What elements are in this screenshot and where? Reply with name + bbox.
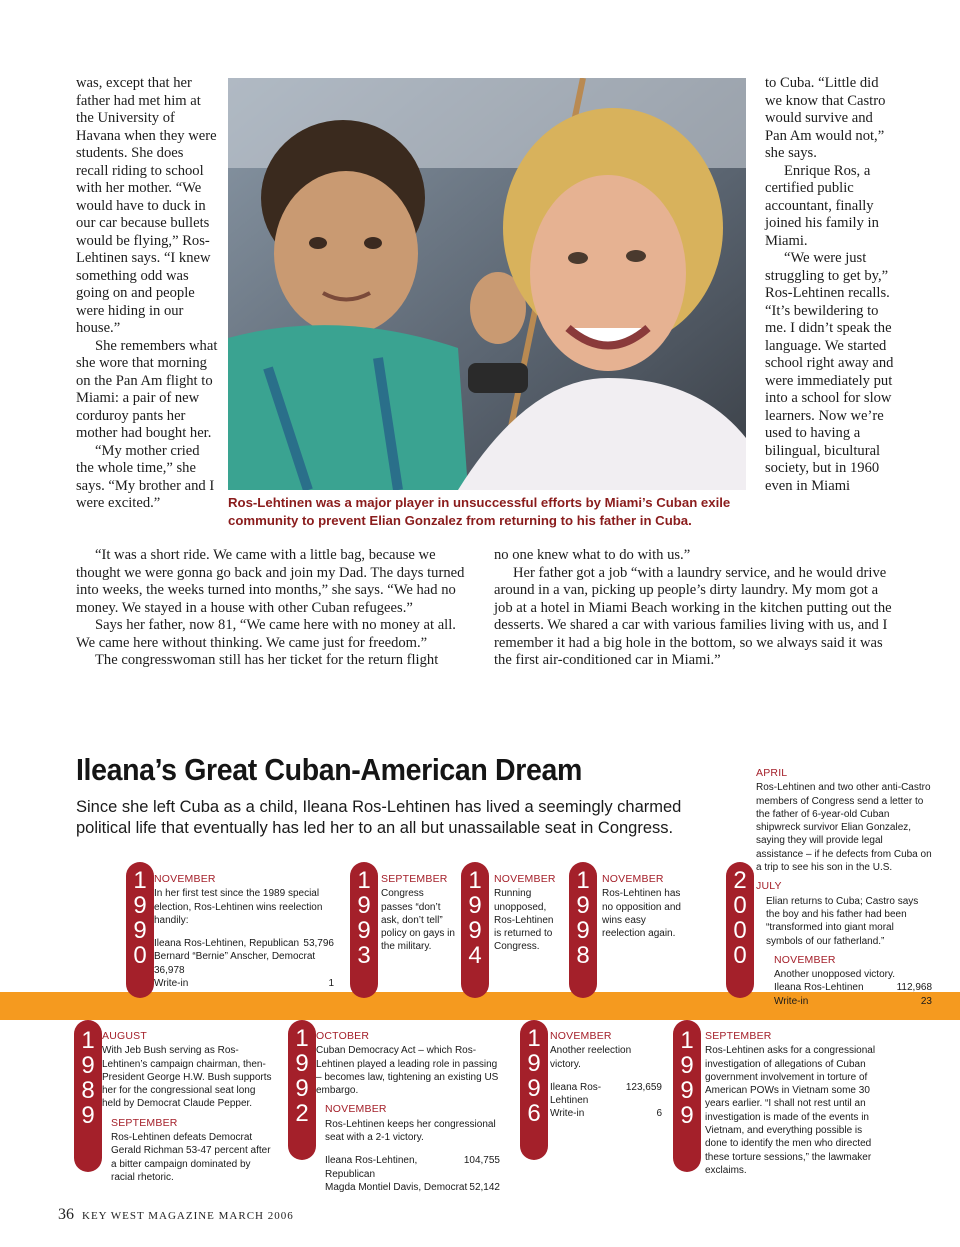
result-row	[154, 977, 334, 990]
event-1998	[602, 873, 692, 940]
article-paragraph: was, except that her father had met him at the University of Havana when they were students. She does recall riding to school with her mother. “We would have to duck in our car because bullets would be flying,” Ros-Lehtinen says. “I knew something odd was going on and people were hiding in our house.”	[76, 75, 217, 336]
year-digit: 0	[733, 917, 747, 944]
event-month: NOVEMBER	[154, 873, 216, 885]
year-digit: 9	[680, 1077, 694, 1104]
year-digit: 9	[680, 1102, 694, 1129]
event-1989	[102, 1030, 274, 1184]
result-row	[325, 1154, 500, 1181]
year-digit: 9	[468, 892, 482, 919]
year-digit: 0	[733, 892, 747, 919]
event-month: SEPTEMBER	[381, 873, 448, 885]
result-row	[774, 981, 932, 994]
result-value: 52,142	[469, 1181, 500, 1193]
year-digit: 0	[133, 942, 147, 969]
year-digit: 9	[576, 917, 590, 944]
year-digit: 9	[295, 1075, 309, 1102]
article-paragraph: “My mother cried the whole time,” she says. “My brother and I were excited.”	[76, 442, 215, 511]
result-value: 1	[328, 978, 334, 990]
event-1990	[154, 873, 334, 990]
result-name: Ileana Ros-Lehtinen, Republican	[325, 1155, 418, 1180]
year-digit: 1	[295, 1025, 309, 1052]
result-name: Write-in	[550, 1108, 585, 1120]
result-value: 123,659	[625, 1081, 662, 1093]
event-text: Ros-Lehtinen has no opposition and wins easy reelection again.	[602, 888, 681, 940]
event-text: Congress passes “don’t ask, don’t tell” policy on gays in the military.	[381, 888, 455, 953]
result-name: Ileana Ros-Lehtinen, Republican	[154, 938, 300, 950]
event-text: Elian returns to Cuba; Castro says the boy and his father had been “transformed into giant moral symbols of our fatherland.”	[766, 895, 919, 947]
result-name: Bernard “Bernie” Anscher, Democrat	[154, 951, 316, 963]
result-value: 112,968	[896, 982, 932, 994]
year-digit: 1	[680, 1027, 694, 1054]
article-paragraph: Her father got a job “with a laundry service, and he would drive around in a van, picking up people’s dirty laundry. My mom got a job at a hotel in Miami Beach working in the kitchen putting out the desserts. We shared a car with various families living with us, and I remember it had a big hole in the bottom, so we always said it was the first air-conditioned car in Miami.”	[494, 564, 892, 668]
event-1994	[494, 873, 558, 954]
event-text: Running unopposed, Ros-Lehtinen is returned to Congress.	[494, 888, 554, 953]
page-footer	[58, 1206, 294, 1224]
article-left-column	[76, 75, 218, 513]
photo-illustration	[228, 78, 746, 490]
year-pill-1989	[74, 1020, 102, 1172]
year-digit: 9	[357, 917, 371, 944]
year-pill-1990	[126, 862, 154, 998]
article-paragraph: no one knew what to do with us.”	[494, 547, 691, 563]
article-paragraph: “It was a short ride. We came with a little bag, because we thought we were gonna go back and join my Dad. The days turned into weeks, the weeks turned into months,” she says. “We had no money. We stayed in a house with other Cuban refugees.”	[76, 547, 465, 616]
photo-ros-lehtinen-elian	[228, 78, 746, 490]
year-digit: 6	[527, 1100, 541, 1127]
year-pill-1992	[288, 1020, 316, 1160]
article-paragraph: She remembers what she wore that morning on the Pan Am flight to Miami: a pair of new corduroy pants her mother had bought her.	[76, 337, 218, 441]
page-number: 36	[58, 1206, 74, 1223]
year-digit: 9	[295, 1050, 309, 1077]
year-pill-2000	[726, 862, 754, 998]
year-digit: 1	[576, 867, 590, 894]
year-pill-1996	[520, 1020, 548, 1160]
article-paragraph: Enrique Ros, a certified public accountant, finally joined his family in Miami.	[765, 162, 879, 249]
result-name: Write-in	[774, 995, 809, 1007]
event-2000	[756, 767, 932, 1008]
event-month: NOVEMBER	[494, 873, 556, 885]
event-text: In her first test since the 1989 special election, Ros-Lehtinen wins reelection handily:	[154, 888, 323, 926]
year-digit: 9	[81, 1102, 95, 1129]
year-digit: 2	[733, 867, 747, 894]
year-digit: 1	[468, 867, 482, 894]
year-digit: 9	[133, 892, 147, 919]
result-value: 104,755	[463, 1155, 500, 1167]
year-digit: 8	[576, 942, 590, 969]
event-month: OCTOBER	[316, 1030, 370, 1042]
event-month: NOVEMBER	[774, 953, 836, 966]
event-text: Cuban Democracy Act – which Ros-Lehtinen played a leading role in passing – becomes law, tightening an existing US embargo.	[316, 1045, 499, 1097]
event-text: Ros-Lehtinen and two other anti-Castro members of Congress send a letter to the father of 6-year-old Cuban shipwreck survivor Elian Gonzalez, saying they will provide legal assistance – if he defects from Cuba on a trip to see his son in the U.S.	[756, 782, 932, 874]
year-digit: 1	[527, 1025, 541, 1052]
event-text: Ros-Lehtinen asks for a congressional investigation of allegations of Cuban government involvement in torture of American POWs in Vietnam some 30 years earlier. “I shall not rest until an investigation is made of the events in Vietnam, and everything possible is done to identify the men who directed these torture sessions,” the lawmaker exclaims.	[705, 1045, 876, 1176]
result-name: Ileana Ros-Lehtinen	[550, 1081, 602, 1107]
year-digit: 9	[468, 917, 482, 944]
publication-line: KEY WEST MAGAZINE MARCH 2006	[82, 1210, 294, 1222]
result-value: 6	[656, 1108, 662, 1120]
event-month: NOVEMBER	[550, 1030, 612, 1042]
result-name: Ileana Ros-Lehtinen	[774, 982, 864, 994]
event-text: Ros-Lehtinen defeats Democrat Gerald Richman 53-47 percent after a bitter campaign dominated by racial rhetoric.	[111, 1132, 271, 1183]
article-paragraph: Says her father, now 81, “We came here with no money at all. We came here without thinking. We came just for freedom.”	[76, 617, 456, 651]
event-1993	[381, 873, 457, 954]
year-digit: 4	[468, 942, 482, 969]
year-digit: 1	[133, 867, 147, 894]
article-paragraph: The congresswoman still has her ticket for the return flight	[95, 652, 439, 668]
result-row	[550, 1107, 662, 1120]
year-pill-1993	[350, 862, 378, 998]
article-paragraph: to Cuba. “Little did we know that Castro would survive and Pan Am would not,” she says.	[765, 75, 886, 161]
year-digit: 9	[357, 892, 371, 919]
year-digit: 9	[81, 1052, 95, 1079]
event-month: JULY	[756, 880, 782, 893]
result-row	[154, 950, 334, 977]
timeline-subtitle: Since she left Cuba as a child, Ileana Ros-Lehtinen has lived a seemingly charmed political life that eventually has led her to an all but unassailable seat in Congress.	[76, 798, 682, 837]
year-pill-1998	[569, 862, 597, 998]
result-name: Magda Montiel Davis, Democrat	[325, 1181, 468, 1193]
event-month: APRIL	[756, 767, 788, 779]
event-text: Ros-Lehtinen keeps her congressional seat with a 2-1 victory.	[325, 1118, 496, 1144]
result-row	[154, 937, 334, 950]
article-lower-right	[494, 547, 894, 670]
result-row	[325, 1181, 500, 1194]
year-digit: 0	[733, 942, 747, 969]
timeline-title: Ileana’s Great Cuban-American Dream	[76, 752, 582, 787]
article-paragraph: “We were just struggling to get by,” Ros-Lehtinen recalls. “It’s bewildering to me. I didn’t speak the language. We started school right away and were immediately put into a school for slow learners. Now we’re used to having a bilingual, bicultural society, but in 1960 even in Miami	[765, 250, 894, 494]
result-row	[550, 1081, 662, 1108]
event-text: Another reelection victory.	[550, 1045, 632, 1070]
event-month: NOVEMBER	[325, 1103, 387, 1116]
year-digit: 3	[357, 942, 371, 969]
year-digit: 9	[680, 1052, 694, 1079]
year-digit: 2	[295, 1100, 309, 1127]
year-digit: 9	[576, 892, 590, 919]
year-digit: 9	[527, 1050, 541, 1077]
event-1992	[316, 1030, 500, 1194]
year-pill-1994	[461, 862, 489, 998]
year-digit: 9	[527, 1075, 541, 1102]
year-digit: 9	[133, 917, 147, 944]
event-month: SEPTEMBER	[705, 1030, 772, 1042]
event-1999	[705, 1030, 879, 1177]
article-right-column	[765, 75, 895, 495]
event-1996	[550, 1030, 662, 1121]
event-month: SEPTEMBER	[111, 1116, 178, 1129]
article-lower-left	[76, 547, 476, 670]
result-value: 23	[920, 995, 932, 1007]
year-digit: 8	[81, 1077, 95, 1104]
event-month: AUGUST	[102, 1030, 147, 1042]
event-month: NOVEMBER	[602, 873, 664, 885]
result-value: 36,978	[154, 964, 185, 976]
event-text: With Jeb Bush serving as Ros-Lehtinen’s campaign chairman, then-President George H.W. Bush supports her for the congressional seat long held by Democrat Claude Pepper.	[102, 1045, 272, 1110]
event-text: Another unopposed victory.	[774, 969, 896, 981]
year-digit: 1	[357, 867, 371, 894]
result-name: Write-in	[154, 978, 189, 990]
result-value: 53,796	[303, 938, 334, 950]
year-digit: 1	[81, 1027, 95, 1054]
year-pill-1999	[673, 1020, 701, 1172]
photo-caption: Ros-Lehtinen was a major player in unsuccessful efforts by Miami’s Cuban exile community to prevent Elian Gonzalez from returning to his father in Cuba.	[228, 495, 731, 528]
result-row	[774, 995, 932, 1008]
